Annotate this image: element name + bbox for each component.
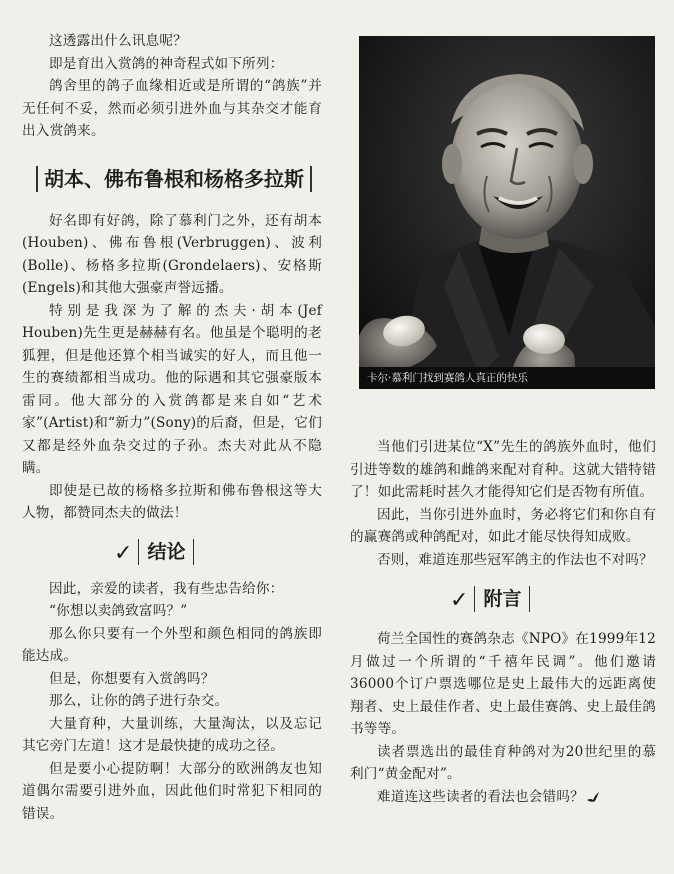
section-heading-wrap: [22, 166, 322, 192]
conclusion-heading: 结论: [138, 539, 194, 565]
body-paragraph: 因此，当你引进外血时，务必将它们和你自有的赢赛鸽或种鸽配对，如此才能尽快得知成败。: [350, 506, 656, 545]
body-paragraph: 读者票选出的最佳育种鸽对为20世纪里的慕利门“黄金配对”。: [350, 743, 656, 782]
right-column: [350, 436, 656, 808]
closing-line: [350, 786, 656, 809]
portrait-photo: [359, 36, 655, 389]
left-column: [22, 30, 322, 825]
section-heading-houben: 胡本、佛布鲁根和杨格多拉斯: [36, 166, 312, 192]
body-paragraph: 但是，你想要有入赏鸽吗？: [49, 670, 215, 687]
body-paragraph: 当他们引进某位“X”先生的鸽族外血时，他们引进等数的雄鸽和雌鸽来配对育种。这就大错特错了！如此需耗时甚久才能得知它们是否物有所值。: [350, 439, 656, 500]
conclusion-heading-wrap: [22, 539, 322, 566]
portrait-illustration: [359, 36, 655, 389]
body-paragraph: 大量育种，大量训练，大量淘汰，以及忘记其它旁门左道！这才是最快捷的成功之径。: [22, 715, 322, 754]
closing-text: 难道连这些读者的看法也会错吗？: [377, 788, 584, 805]
body-paragraph: 好名即有好鸽，除了慕利门之外，还有胡本(Houben)、佛布鲁根(Verbruggen)、波利(Bolle)、杨格多拉斯(Grondelaers)、安格斯(Engels)和其他大强豪声誉远播。: [22, 212, 322, 296]
check-mark-icon: ✓: [450, 588, 469, 613]
body-paragraph: 否则，难道连那些冠军鸽主的作法也不对吗？: [377, 551, 653, 568]
body-paragraph: 即使是已故的杨格多拉斯和佛布鲁根这等大人物，都赞同杰夫的做法！: [22, 482, 322, 521]
check-mark-icon: ✓: [114, 540, 133, 566]
body-paragraph: 荷兰全国性的赛鸽杂志《NPO》在1999年12月做过一个所谓的“千禧年民调”。他们邀请36000个订户票选哪位是史上最伟大的远距离使翔者、史上最佳作者、史上最佳赛鸽、史上最佳鸽书等等。: [350, 631, 656, 737]
body-paragraph: 那么，让你的鸽子进行杂交。: [49, 693, 229, 709]
intro-line: 即是育出入赏鸽的神奇程式如下所列：: [49, 55, 284, 72]
body-paragraph: “你想以卖鸽致富吗？”: [49, 603, 188, 619]
body-paragraph: 特别是我深为了解的杰夫·胡本(Jef Houben)先生更是赫赫有名。他虽是个聪明的老狐狸，但是他还算个相当诚实的好人，而且他一生的赛绩都相当成功。他的际遇和其它强豪版本雷同。他大部分的入赏鸽都是来自如“艺术家”(Artist)和“新力”(Sony)的后裔，但是，它们又都是经外血杂交过的子孙。杰夫对此从不隐瞒。: [22, 302, 322, 476]
appendix-heading: 附言: [474, 586, 530, 612]
intro-line: 鸽舍里的鸽子血缘相近或是所谓的“鸽族”并无任何不妥，然而必须引进外血与其杂交才能育出入赏鸽来。: [22, 78, 322, 139]
dove-icon: [586, 791, 600, 803]
intro-line: 这透露出什么讯息呢？: [49, 33, 187, 49]
body-paragraph: 但是要小心提防啊！大部分的欧洲鸽友也知道偶尔需要引进外血，因此他们时常犯下相同的错误。: [22, 760, 322, 822]
body-paragraph: 那么你只要有一个外型和颜色相同的鸽族即能达成。: [22, 625, 322, 664]
appendix-heading-wrap: [350, 586, 656, 613]
body-paragraph: 因此，亲爱的读者，我有些忠告给你：: [49, 580, 284, 597]
photo-caption: 卡尔·慕利门找到赛鸽人真正的快乐: [359, 367, 655, 389]
